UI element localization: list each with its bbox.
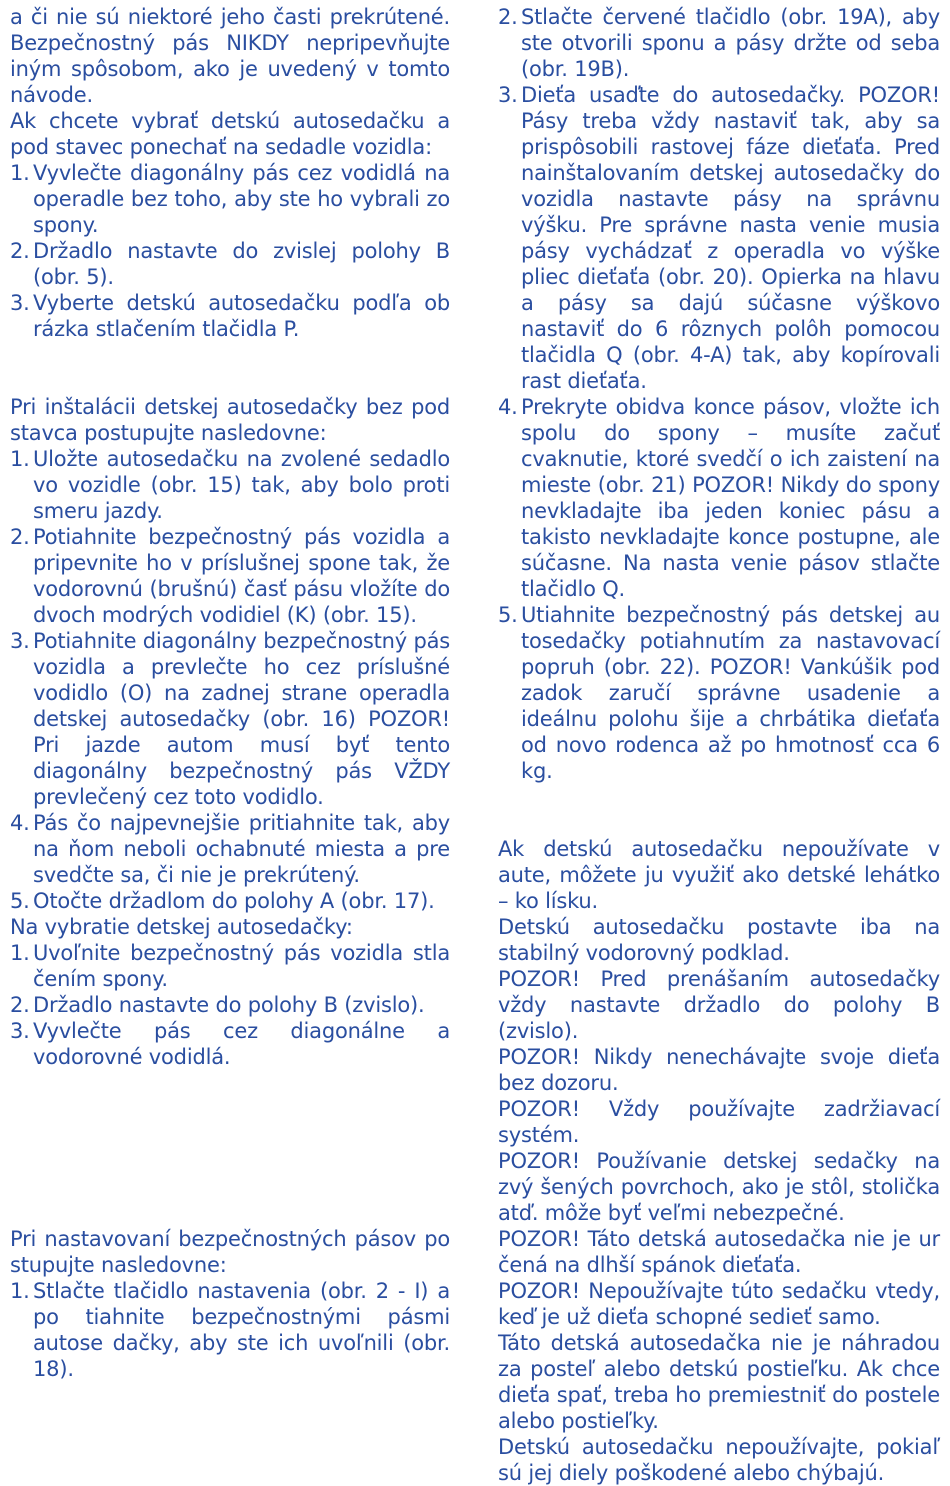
list-item xyxy=(10,628,450,810)
belt-steps-continued xyxy=(498,4,940,784)
step-number: 1. xyxy=(10,161,30,185)
install-steps xyxy=(10,446,450,914)
list-item xyxy=(10,446,450,524)
step-text: Vyvlečte pás cez diagonálne a vodorovné vodidlá. xyxy=(33,1019,450,1069)
step-text: Vyberte detskú autosedačku podľa ob rázka stlačením tlačidla P. xyxy=(33,291,450,341)
install-heading: Pri inštalácii detskej autosedačky bez pod stavca postupujte nasledovne: xyxy=(10,395,450,445)
intro-paragraph: a či nie sú niektoré jeho časti prekrútené. Bezpečnostný pás NIKDY nepripevňujte iným spôsobom, ako je uvedený v tomto návode. xyxy=(10,5,450,107)
step-text: Dieťa usaďte do autosedačky. POZOR! Pásy treba vždy nastaviť tak, aby sa prispôsobili rastovej fáze dieťaťa. Pred nainštalovaním detskej autosedačky do vozidla nastavte pásy na správnu výšku. Pre správne nasta venie musia pásy vychádzať z operadla vo výške pliec dieťaťa (obr. 20). Opierka na hlavu a pásy sa dajú súčasne výškovo nastaviť do 6 rôznych polôh pomocou tlačidla Q (obr. 4-A) tak, aby kopírovali rast dieťaťa. xyxy=(521,83,940,393)
warning-sitting-paragraph: POZOR! Nepoužívajte túto sedačku vtedy, keď je už dieťa schopné sedieť samo. xyxy=(498,1279,940,1329)
list-item xyxy=(10,1278,450,1382)
remove-seat-steps xyxy=(10,160,450,342)
remove-heading: Na vybratie detskej autosedačky: xyxy=(10,915,353,939)
step-number: 1. xyxy=(10,1279,30,1303)
list-item xyxy=(498,394,940,602)
step-number: 3. xyxy=(10,291,30,315)
list-item xyxy=(10,810,450,888)
step-text: Držadlo nastavte do zvislej polohy B (obr. 5). xyxy=(33,239,450,289)
cradle-paragraph: Ak detskú autosedačku nepoužívate v aute, môžete ju využiť ako detské lehátko – ko lísku. xyxy=(498,837,940,913)
step-text: Uvoľnite bezpečnostný pás vozidla stla čením spony. xyxy=(33,941,450,991)
step-number: 5. xyxy=(10,889,30,913)
right-column xyxy=(498,4,940,1486)
step-number: 4. xyxy=(10,811,30,835)
step-number: 2. xyxy=(10,239,30,263)
step-number: 2. xyxy=(10,525,30,549)
step-text: Držadlo nastavte do polohy B (zvislo). xyxy=(33,993,425,1017)
list-item xyxy=(10,160,450,238)
list-item xyxy=(498,82,940,394)
list-item xyxy=(10,940,450,992)
step-text: Otočte držadlom do polohy A (obr. 17). xyxy=(33,889,435,913)
list-item xyxy=(498,602,940,784)
list-item xyxy=(10,238,450,290)
left-column xyxy=(10,4,450,1382)
list-item xyxy=(498,4,940,82)
step-number: 3. xyxy=(498,83,518,107)
warning-sleep-paragraph: POZOR! Táto detská autosedačka nie je ur čená na dlhší spánok dieťaťa. xyxy=(498,1227,940,1277)
step-number: 3. xyxy=(10,629,30,653)
step-text: Potiahnite bezpečnostný pás vozidla a pripevnite ho v príslušnej spone tak, že vodorovnú (brušnú) časť pásu vložíte do dvoch modrých vodidiel (K) (obr. 15). xyxy=(33,525,450,627)
remove-seat-instruction: Ak chcete vybrať detskú autosedačku a pod stavec ponechať na sedadle vozidla: xyxy=(10,109,450,159)
warning-handle-paragraph: POZOR! Pred prenášaním autosedačky vždy nastavte držadlo do polohy B (zvislo). xyxy=(498,967,940,1043)
list-item xyxy=(10,1018,450,1070)
warning-elevated-paragraph: POZOR! Používanie detskej sedačky na zvý šených povrchoch, ako je stôl, stolička atď. môže byť veľmi nebezpečné. xyxy=(498,1149,940,1225)
step-number: 2. xyxy=(10,993,30,1017)
step-number: 4. xyxy=(498,395,518,419)
bed-replacement-paragraph: Táto detská autosedačka nie je náhradou za posteľ alebo detskú postieľku. Ak chce dieťa spať, treba ho premiestniť do postele alebo postieľky. xyxy=(498,1331,940,1433)
step-number: 1. xyxy=(10,447,30,471)
step-number: 3. xyxy=(10,1019,30,1043)
belt-steps-start xyxy=(10,1278,450,1382)
step-number: 5. xyxy=(498,603,518,627)
list-item xyxy=(10,992,450,1018)
removal-steps xyxy=(10,940,450,1070)
step-text: Vyvlečte diagonálny pás cez vodidlá na operadle bez toho, aby ste ho vybrali zo spony. xyxy=(33,161,450,237)
step-text: Pás čo najpevnejšie pritiahnite tak, aby na ňom neboli ochabnuté miesta a pre svedčte sa, či nie je prekrútený. xyxy=(33,811,450,887)
step-text: Potiahnite diagonálny bezpečnostný pás vozidla a prevlečte ho cez príslušné vodidlo (O) na zadnej strane operadla detskej autosedačky (obr. 16) POZOR! Pri jazde autom musí byť tento diagonálny bezpečnostný pás VŽDY prevlečený cez toto vodidlo. xyxy=(33,629,450,809)
list-item xyxy=(10,524,450,628)
step-number: 1. xyxy=(10,941,30,965)
list-item xyxy=(10,290,450,342)
warning-supervision-paragraph: POZOR! Nikdy nenechávajte svoje dieťa bez dozoru. xyxy=(498,1045,940,1095)
warning-restraint-paragraph: POZOR! Vždy používajte zadržiavací systém. xyxy=(498,1097,940,1147)
stable-surface-paragraph: Detskú autosedačku postavte iba na stabilný vodorovný podklad. xyxy=(498,915,940,965)
step-text: Utiahnite bezpečnostný pás detskej au tosedačky potiahnutím za nastavovací popruh (obr. 22). POZOR! Vankúšik pod zadok zaručí správne usadenie a ideálnu polohu šije a chrbátika dieťaťa od novo rodenca až po hmotnosť cca 6 kg. xyxy=(521,603,940,783)
step-text: Uložte autosedačku na zvolené sedadlo vo vozidle (obr. 15) tak, aby bolo proti smeru jazdy. xyxy=(33,447,450,523)
damaged-parts-paragraph: Detskú autosedačku nepoužívajte, pokiaľ sú jej diely poškodené alebo chýbajú. xyxy=(498,1435,940,1485)
step-text: Stlačte červené tlačidlo (obr. 19A), aby ste otvorili sponu a pásy držte od seba (obr. 19B). xyxy=(521,5,940,81)
belts-heading: Pri nastavovaní bezpečnostných pásov po stupujte nasledovne: xyxy=(10,1227,450,1277)
list-item xyxy=(10,888,450,914)
step-number: 2. xyxy=(498,5,518,29)
step-text: Stlačte tlačidlo nastavenia (obr. 2 - I) a po tiahnite bezpečnostnými pásmi autose dačky, aby ste ich uvoľnili (obr. 18). xyxy=(33,1279,450,1381)
step-text: Prekryte obidva konce pásov, vložte ich spolu do spony – musíte začuť cvaknutie, ktoré svedčí o ich zaistení na mieste (obr. 21) POZOR! Nikdy do spony nevkladajte iba jeden koniec pásu a takisto nevkladajte konce postupne, ale súčasne. Na nasta venie pásov stlačte tlačidlo Q. xyxy=(521,395,940,601)
